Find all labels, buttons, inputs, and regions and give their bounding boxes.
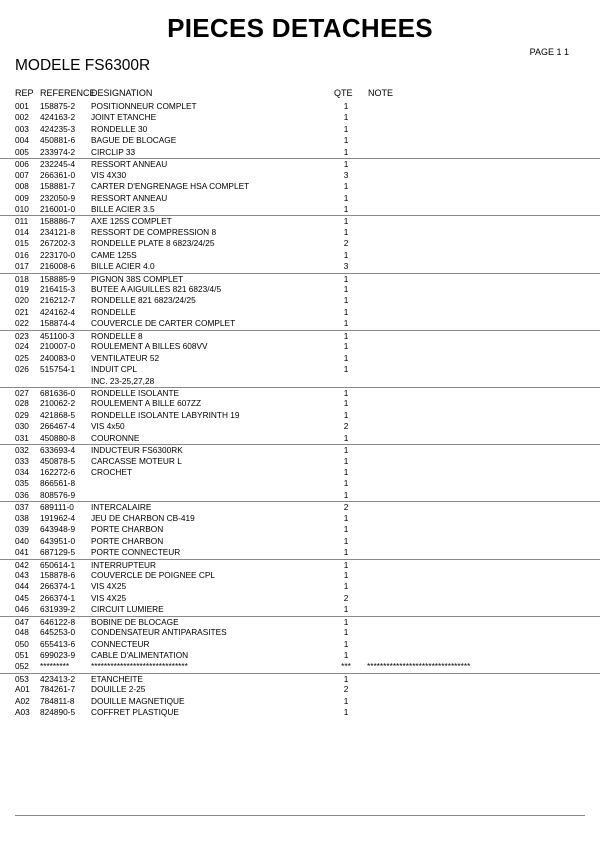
cell-rep: A02 [15,695,30,706]
table-row [0,170,600,181]
cell-reference: 515754-1 [40,364,76,375]
cell-reference: 158874-4 [40,318,76,329]
table-row [0,490,600,501]
cell-rep: 037 [15,502,29,513]
cell-qte: 1 [343,604,349,615]
cell-rep: 019 [15,284,29,294]
cell-rep: 005 [15,146,29,157]
cell-designation: CIRCLIP 33 [91,146,136,157]
cell-designation: COUVERCLE DE POIGNEE CPL [91,569,216,580]
cell-qte: 1 [343,569,349,580]
cell-rep: 053 [15,673,29,684]
cell-reference: 158875-2 [40,101,76,111]
cell-qte: 1 [343,364,349,375]
cell-reference: 824890-5 [40,707,76,718]
cell-rep: 045 [15,592,29,603]
cell-designation: POSITIONNEUR COMPLET [91,101,197,111]
cell-reference: 210007-0 [40,341,76,352]
cell-qte: 1 [343,673,349,684]
cell-designation: JEU DE CHARBON CB-419 [91,512,195,523]
cell-reference: 216001-0 [40,203,76,214]
cell-designation: VENTILATEUR 52 [91,352,160,363]
cell-rep: A03 [15,707,30,718]
cell-designation: RONDELLE PLATE 8 6823/24/25 [91,238,215,249]
cell-reference: 631939-2 [40,604,76,615]
cell-designation: RONDELLE ISOLANTE [91,387,180,398]
model-title: MODELE FS6300R [15,57,151,74]
table-row [0,330,600,341]
cell-rep: 026 [15,364,29,375]
cell-reference: 232245-4 [40,159,76,170]
cell-rep: 032 [15,445,29,456]
cell-rep: 022 [15,318,29,329]
cell-rep: 017 [15,261,29,272]
cell-qte: 1 [343,524,349,535]
table-row [0,456,600,467]
table-row [0,135,600,146]
table-row [0,341,600,352]
cell-rep: 038 [15,512,29,523]
table-row [0,570,600,581]
cell-reference: 643951-0 [40,535,76,546]
cell-qte: 1 [343,489,349,500]
cell-reference: 450880-8 [40,432,76,443]
cell-qte: 1 [343,146,349,157]
column-header-note: NOTE [368,88,394,98]
cell-qte: 1 [343,135,349,146]
cell-qte: 2 [343,592,349,603]
cell-qte: 1 [343,559,349,570]
table-row [0,673,600,684]
cell-rep: 002 [15,112,29,123]
cell-rep: 048 [15,627,29,638]
cell-designation: CABLE D'ALIMENTATION [91,650,189,660]
column-header-rep: REP [15,88,34,98]
table-row [0,513,600,524]
cell-rep: 030 [15,421,29,432]
cell-reference: 223170-0 [40,249,76,260]
parts-table [0,101,600,719]
table-row [0,193,600,204]
cell-rep: 024 [15,341,29,352]
table-row [0,501,600,512]
cell-reference: 808576-9 [40,489,76,500]
cell-reference: 784811-8 [40,695,75,706]
cell-designation: BAGUE DE BLOCAGE [91,135,177,146]
table-row [0,250,600,261]
cell-rep: 007 [15,169,29,180]
table-row [0,238,600,249]
cell-reference: 191962-4 [40,512,76,523]
cell-reference: 158878-6 [40,569,76,580]
column-header-reference: REFERENCE [40,88,96,98]
cell-qte: 1 [343,478,349,489]
cell-qte: 1 [343,330,349,341]
cell-qte: 1 [343,445,349,456]
cell-designation: INDUIT CPL [91,364,137,375]
table-row [0,124,600,135]
cell-designation: RESSORT ANNEAU [91,192,168,203]
table-row [0,684,600,695]
table-row [0,639,600,650]
table-row [0,616,600,627]
cell-reference: 421868-5 [40,409,76,420]
cell-designation: ETANCHEITE [91,673,143,684]
cell-rep: 043 [15,569,29,580]
cell-reference: 216212-7 [40,295,76,306]
cell-rep: 033 [15,455,29,466]
cell-reference: 866561-8 [40,478,76,489]
cell-reference: 232050-9 [40,192,76,203]
cell-rep: 011 [15,216,29,227]
cell-qte: 1 [343,455,349,466]
cell-qte: 1 [343,249,349,260]
table-row [0,707,600,718]
cell-qte: 1 [343,341,349,352]
cell-reference: 687129-5 [40,547,76,558]
cell-designation: CONNECTEUR [91,638,150,649]
cell-designation: CARTER D'ENGRENAGE HSA COMPLET [91,181,250,192]
cell-designation: VIS 4X30 [91,169,127,180]
cell-designation: COFFRET PLASTIQUE [91,707,179,718]
cell-qte: 1 [343,467,349,477]
cell-reference: 451100-3 [40,330,75,341]
cell-reference: 266374-1 [40,581,76,592]
table-row [0,376,600,387]
cell-designation: PIGNON 38S COMPLET [91,273,184,284]
table-row [0,661,600,672]
table-row [0,353,600,364]
cell-reference: 633693-4 [40,445,76,456]
table-row [0,421,600,432]
cell-reference: 158885-9 [40,273,76,284]
cell-rep: 040 [15,535,29,546]
table-row [0,433,600,444]
cell-rep: 008 [15,181,29,192]
cell-rep: 044 [15,581,29,592]
cell-designation: CARCASSE MOTEUR L [91,455,182,466]
cell-qte: 1 [343,387,349,398]
cell-designation: BOBINE DE BLOCAGE [91,616,179,627]
cell-qte: 3 [343,261,349,272]
cell-reference: 266374-1 [40,592,76,603]
cell-rep: 031 [15,432,29,443]
cell-designation: BUTEE A AIGUILLES 821 6823/4/5 [91,284,222,294]
cell-qte: 1 [343,123,349,134]
cell-qte: 1 [343,627,349,638]
cell-rep: 027 [15,387,29,398]
cell-designation: ****************************** [91,661,188,672]
cell-rep: 014 [15,226,29,237]
cell-designation: CIRCUIT LUMIERE [91,604,164,615]
cell-rep: 042 [15,559,29,570]
cell-rep: 046 [15,604,29,615]
cell-designation: RONDELLE 821 6823/24/25 [91,295,196,306]
cell-qte: 1 [343,535,349,546]
cell-reference: 643948-9 [40,524,76,535]
table-row [0,204,600,215]
cell-designation: RESSORT DE COMPRESSION 8 [91,226,217,237]
cell-designation: CAME 125S [91,249,137,260]
cell-reference: 450881-6 [40,135,76,146]
table-row [0,410,600,421]
cell-qte: 1 [343,284,349,294]
cell-reference: 266361-0 [40,169,76,180]
table-row [0,547,600,558]
cell-rep: 052 [15,661,29,672]
table-row [0,536,600,547]
column-header-designation: DESIGNATION [91,88,153,98]
cell-reference: 266467-4 [40,421,76,432]
cell-designation: JOINT ETANCHE [91,112,157,123]
cell-qte: 1 [343,512,349,523]
cell-rep: 001 [15,101,29,111]
cell-reference: 424235-3 [40,123,76,134]
table-row [0,398,600,409]
table-row [0,112,600,123]
table-row [0,478,600,489]
cell-qte: 2 [343,684,349,695]
table-row [0,524,600,535]
cell-qte: 1 [343,226,349,237]
cell-designation: AXE 125S COMPLET [91,216,172,227]
cell-designation: PORTE CONNECTEUR [91,547,181,558]
cell-rep: 050 [15,638,29,649]
cell-designation: RONDELLE ISOLANTE LABYRINTH 19 [91,409,240,420]
cell-reference: 424163-2 [40,112,76,123]
cell-qte: 1 [343,581,349,592]
table-row [0,650,600,661]
cell-rep: 010 [15,203,29,214]
cell-rep: A01 [15,684,30,695]
cell-qte: 1 [343,409,349,420]
cell-reference: 655413-6 [40,638,76,649]
cell-qte: *** [341,661,351,672]
cell-rep: 036 [15,489,29,500]
cell-designation: VIS 4x50 [91,421,125,432]
table-row [0,559,600,570]
table-row [0,181,600,192]
cell-reference: 210062-2 [40,398,76,409]
cell-designation: VIS 4X25 [91,592,127,603]
cell-designation: PORTE CHARBON [91,535,164,546]
cell-rep: 003 [15,123,29,134]
cell-qte: 1 [343,216,349,227]
table-row [0,101,600,112]
cell-rep: 028 [15,398,29,409]
cell-reference: 699023-9 [40,650,76,660]
bottom-divider [15,815,585,816]
cell-qte: 1 [343,203,349,214]
cell-designation: RONDELLE 30 [91,123,148,134]
cell-rep: 035 [15,478,29,489]
document-title: PIECES DETACHEES [167,13,433,43]
cell-reference: 216008-6 [40,261,76,272]
cell-qte: 1 [343,352,349,363]
cell-rep: 021 [15,306,29,317]
cell-designation: CONDENSATEUR ANTIPARASITES [91,627,227,638]
cell-reference: 681636-0 [40,387,76,398]
cell-rep: 039 [15,524,29,535]
cell-qte: 1 [343,295,349,306]
cell-qte: 1 [343,432,349,443]
table-row [0,284,600,295]
cell-qte: 1 [343,707,349,718]
cell-qte: 1 [343,192,349,203]
table-row [0,444,600,455]
cell-designation: INTERCALAIRE [91,502,152,513]
cell-designation: DOUILLE MAGNETIQUE [91,695,185,706]
cell-designation: INDUCTEUR FS6300RK [91,445,183,456]
table-row [0,147,600,158]
cell-designation: RONDELLE 8 [91,330,143,341]
cell-reference: 424162-4 [40,306,76,317]
table-row [0,387,600,398]
table-row [0,318,600,329]
cell-rep: 020 [15,295,29,306]
cell-reference: 234121-8 [40,226,76,237]
cell-designation: ROULEMENT A BILLE 607ZZ [91,398,202,409]
cell-rep: 025 [15,352,29,363]
table-row [0,627,600,638]
cell-rep: 023 [15,330,29,341]
cell-rep: 018 [15,273,29,284]
cell-qte: 1 [343,112,349,123]
cell-designation: BILLE ACIER 4.0 [91,261,155,272]
cell-reference: 233974-2 [40,146,76,157]
cell-rep: 041 [15,547,29,558]
cell-reference: 267202-3 [40,238,76,249]
cell-reference: 450878-5 [40,455,76,466]
cell-reference: 162272-6 [40,467,76,477]
cell-qte: 3 [343,169,349,180]
cell-designation: INTERRUPTEUR [91,559,156,570]
cell-rep: 029 [15,409,29,420]
cell-designation: RONDELLE [91,306,136,317]
cell-reference: 158881-7 [40,181,76,192]
cell-reference: 784261-7 [40,684,76,695]
cell-reference: 423413-2 [40,673,76,684]
cell-qte: 1 [343,306,349,317]
table-row [0,307,600,318]
cell-note: ******************************** [367,661,471,672]
cell-designation: ROULEMENT A BILLES 608VV [91,341,208,352]
cell-qte: 1 [343,273,349,284]
table-row [0,158,600,169]
cell-qte: 1 [343,101,349,111]
table-row [0,261,600,272]
cell-reference: 645253-0 [40,627,76,638]
cell-designation: COURONNE [91,432,140,443]
cell-rep: 006 [15,159,29,170]
cell-reference: 689111-0 [40,502,74,513]
cell-reference: 216415-3 [40,284,76,294]
cell-qte: 2 [343,421,349,432]
cell-designation: INC. 23-25,27,28 [91,375,155,386]
cell-rep: 015 [15,238,29,249]
cell-qte: 1 [343,650,349,660]
cell-designation: PORTE CHARBON [91,524,164,535]
cell-rep: 051 [15,650,29,660]
cell-designation: BILLE ACIER 3.5 [91,203,155,214]
table-row [0,227,600,238]
cell-designation: CROCHET [91,467,133,477]
cell-qte: 1 [343,638,349,649]
cell-qte: 1 [343,181,349,192]
cell-rep: 034 [15,467,29,477]
cell-qte: 1 [343,398,349,409]
table-row [0,215,600,226]
page-number: PAGE 1 1 [529,47,569,57]
cell-reference: 646122-8 [40,616,76,627]
cell-rep: 009 [15,192,29,203]
cell-designation: RESSORT ANNEAU [91,159,168,170]
column-header-qte: QTE [334,88,353,98]
cell-rep: 016 [15,249,29,260]
cell-designation: DOUILLE 2-25 [91,684,146,695]
cell-rep: 004 [15,135,29,146]
cell-qte: 1 [343,695,349,706]
table-row [0,467,600,478]
table-row [0,273,600,284]
cell-reference: 158886-7 [40,216,76,227]
table-row [0,581,600,592]
cell-qte: 1 [343,318,349,329]
table-row [0,604,600,615]
table-header [0,88,600,98]
cell-qte: 2 [343,238,349,249]
cell-reference: 240083-0 [40,352,76,363]
table-row [0,364,600,375]
cell-reference: ********* [40,661,70,672]
cell-rep: 047 [15,616,29,627]
cell-reference: 650614-1 [40,559,76,570]
table-row [0,696,600,707]
cell-qte: 1 [343,616,349,627]
cell-qte: 1 [343,547,349,558]
table-row [0,593,600,604]
cell-designation: COUVERCLE DE CARTER COMPLET [91,318,236,329]
cell-qte: 2 [343,502,349,513]
cell-designation: VIS 4X25 [91,581,127,592]
cell-qte: 1 [343,159,349,170]
table-row [0,295,600,306]
